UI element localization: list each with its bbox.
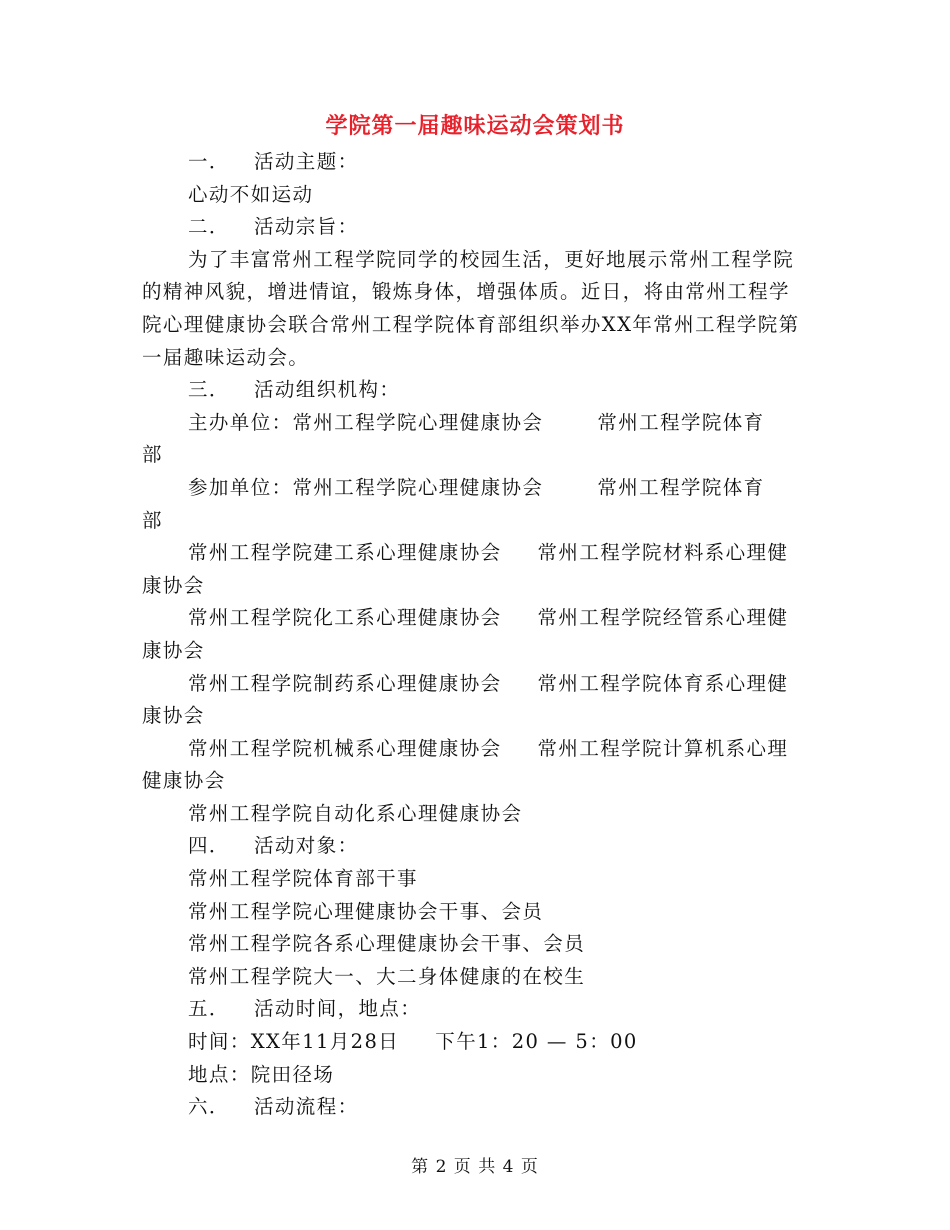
section-4-heading: [142, 830, 808, 863]
section-5-heading: [142, 993, 808, 1026]
time-line: [142, 1026, 808, 1059]
org-line: [142, 668, 808, 701]
org-name: 常州工程学院建工系心理健康协会: [188, 541, 502, 565]
document-title: 学院第一届趣味运动会策划书: [325, 113, 625, 139]
participant-line: [142, 472, 808, 505]
org-name: 常州工程学院体育系心理健: [537, 671, 789, 695]
section-3-heading: [142, 374, 808, 407]
section-label: 活动组织机构：: [254, 378, 401, 402]
event-date: 时间：XX年11月28日: [188, 1030, 400, 1054]
section-number: 四．: [188, 834, 230, 858]
org-line-wrap: 康协会: [142, 573, 205, 597]
org-line: [142, 602, 808, 635]
section-label: 活动流程：: [254, 1095, 359, 1119]
target-item: 常州工程学院心理健康协会干事、会员: [188, 899, 544, 923]
theme-text: 心动不如运动: [188, 182, 314, 206]
section-2-heading: [142, 211, 808, 244]
event-time: 下午1：20 — 5：00: [435, 1030, 638, 1054]
org-name: 常州工程学院材料系心理健: [537, 541, 789, 565]
section-label: 活动宗旨：: [254, 215, 359, 239]
section-6-heading: [142, 1091, 808, 1124]
org-name: 常州工程学院机械系心理健康协会: [188, 736, 502, 760]
page-footer: 第 2 页 共 4 页: [411, 1157, 539, 1177]
host-line: [142, 407, 808, 440]
section-number: 五．: [188, 997, 230, 1021]
participant-unit: 参加单位：常州工程学院心理健康协会: [188, 475, 544, 499]
target-item: 常州工程学院体育部干事: [188, 867, 418, 891]
section-number: 一．: [188, 150, 230, 173]
target-item: 常州工程学院大一、大二身体健康的在校生: [188, 964, 586, 988]
section-number: 六．: [188, 1095, 230, 1119]
section-number: 二．: [188, 215, 230, 239]
host-unit-2: 常州工程学院体育: [597, 410, 765, 434]
org-name: 常州工程学院化工系心理健康协会: [188, 606, 502, 630]
org-line: 常州工程学院自动化系心理健康协会: [188, 801, 523, 825]
org-name: 常州工程学院经管系心理健: [537, 606, 789, 630]
section-label: 活动主题：: [254, 150, 359, 173]
org-line-wrap: 康协会: [142, 704, 205, 728]
place-line: 地点：院田径场: [188, 1062, 335, 1086]
host-line-wrap: 部: [142, 443, 163, 467]
section-label: 活动对象：: [254, 834, 359, 858]
org-line: [142, 733, 808, 766]
org-name: 常州工程学院制药系心理健康协会: [188, 671, 502, 695]
org-line-wrap: 康协会: [142, 638, 205, 662]
section-number: 三．: [188, 378, 230, 402]
section-label: 活动时间，地点：: [254, 997, 422, 1021]
participant-unit-2: 常州工程学院体育: [597, 475, 765, 499]
participant-line-wrap: 部: [142, 508, 163, 532]
target-item: 常州工程学院各系心理健康协会干事、会员: [188, 932, 586, 956]
host-unit: 主办单位：常州工程学院心理健康协会: [188, 410, 544, 434]
section-1-heading: [142, 146, 808, 179]
document-body: [142, 146, 808, 1124]
org-name: 常州工程学院计算机系心理: [537, 736, 789, 760]
org-line: [142, 537, 808, 570]
org-line-wrap: 健康协会: [142, 769, 226, 793]
purpose-paragraph: 为了丰富常州工程学院同学的校园生活，更好地展示常州工程学院的精神风貌，增进情谊，锻炼身体，增强体质。近日，将由常州工程学院心理健康协会联合常州工程学院体育部组织举办XX年常州工程学院第一届趣味运动会。: [142, 247, 800, 369]
